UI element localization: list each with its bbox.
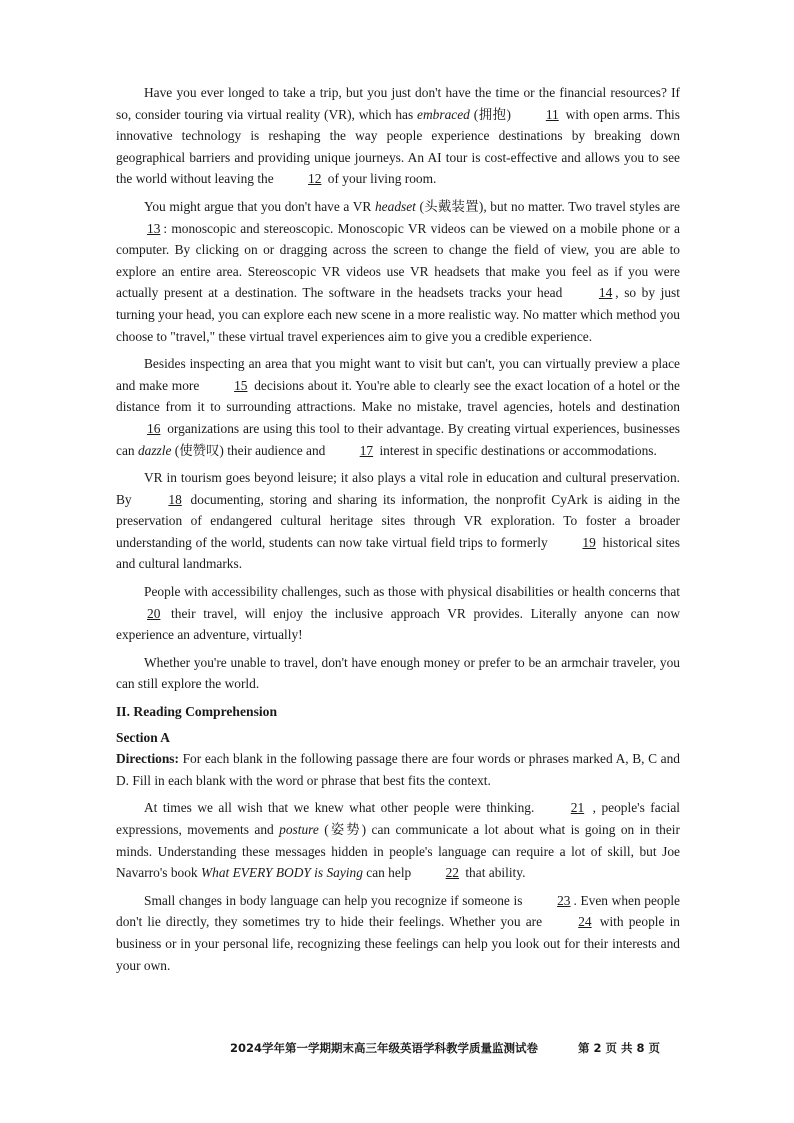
blank-22[interactable]: 22 [445,865,459,881]
text: (姿势) can communicate a lot about what is going on in their minds. Understanding these messages hidden in people's language can require a lot of skill, but Joe Navarro's book [116,822,680,881]
text: People with accessibility challenges, such as those with physical disabilities or health concerns that [144,584,680,600]
text: Small changes in body language can help you recognize if someone is [144,892,527,908]
text: Have you ever longed to take a trip, but you just don't have the time or the financial resources? If so, consider touring via virtual reality (VR), which has [116,85,680,122]
blank-18[interactable]: 18 [168,491,182,507]
directions [116,748,680,791]
text: (头戴装置), but no matter. Two travel styles are [415,198,680,214]
passage1-paragraph-6 [116,652,680,695]
text: You might argue that you don't have a VR [144,198,375,214]
passage1-paragraph-3 [116,353,680,461]
blank-12[interactable]: 12 [308,171,322,187]
passage1-paragraph-4 [116,467,680,575]
blank-15[interactable]: 15 [234,377,248,393]
text: of your living room. [324,171,437,187]
blank-14[interactable]: 14 [598,285,613,301]
passage1-paragraph-2 [116,196,680,347]
text: can help [362,865,415,881]
text: Besides inspecting an area that you might want to visit but can't, you can virtually preview a place and make more [116,356,680,393]
blank-23[interactable]: 23 [557,892,571,908]
text: , so by just turning your head, you can explore each new scene in a more realistic way. No matter which method you choose to "travel," these virtual travel experiences aim to give you a credible experience. [116,285,680,344]
text: their travel, will enjoy the inclusive approach VR provides. Literally anyone can now experience an adventure, virtually! [116,605,680,643]
directions-label: Directions: [116,751,179,767]
blank-20[interactable]: 20 [147,605,161,621]
text: decisions about it. You're able to clearly see the exact location of a hotel or the distance from it to surrounding attractions. Make no mistake, travel agencies, hotels and destination [116,377,681,415]
italic-term: headset [374,198,416,214]
text: documenting, storing and sharing its information, the nonprofit CyArk is aiding in the preservation of endangered cultural heritage sites through VR exploration. To foster a broader understanding of the world, students can now take virtual field trips to formerly [116,491,680,550]
blank-17[interactable]: 17 [359,442,374,458]
blank-24[interactable]: 24 [578,914,592,930]
text: At times we all wish that we knew what other people were thinking. [144,800,540,816]
directions-text: For each blank in the following passage there are four words or phrases marked A, B, C and D. Fill in each blank with the word or phrase that best fits the context. [116,751,680,788]
footer-title: 2024学年第一学期期末高三年级英语学科教学质量监测试卷 [230,1041,539,1055]
text: VR in tourism goes beyond leisure; it also plays a vital role in education and cultural preservation. By [116,470,680,507]
italic-term: posture [279,822,319,837]
text: with people in business or in your personal life, recognizing these feelings can help you look out for their interests and your own. [116,914,681,973]
passage2-paragraph-2 [116,890,680,976]
blank-21[interactable]: 21 [570,800,585,816]
book-title: What EVERY BODY is Saying [200,865,363,881]
passage1-paragraph-1 [116,82,680,190]
blank-19[interactable]: 19 [582,534,596,550]
passage2-paragraph-1 [116,797,680,883]
text: Whether you're unable to travel, don't have enough money or prefer to be an armchair traveler, you can still explore the world. [116,654,680,692]
blank-11[interactable]: 11 [545,106,559,122]
italic-term: embraced [417,106,470,122]
passage1-paragraph-5 [116,581,680,646]
text: , people's facial expressions, movements and [116,800,680,837]
page-number: 第 2 页 共 8 页 [578,1041,661,1055]
text: (拥抱) [469,106,515,122]
text: (使赞叹) their audience and [171,442,329,458]
section-subheading: Section A [116,729,170,745]
section-heading: II. Reading Comprehension [116,704,278,720]
text: with open arms. This innovative technology is reshaping the way people experience destinations by breaking down geographical barriers and providing unique journeys. An AI tour is cost-effective and allows you to see the world without leaving the [116,106,680,187]
page-content [116,82,680,982]
text: interest in specific destinations or accommodations. [376,442,657,458]
text: : monoscopic and stereoscopic. Monoscopic VR videos can be viewed on a mobile phone or a computer. By clicking on or dragging across the screen to change the field of view, you are able to explore an entire area. Stereoscopic VR videos use VR headsets that make you feel as if you were actually present at a destination. The software in the headsets tracks your head [116,220,680,301]
text: that ability. [461,865,526,881]
italic-term: dazzle [137,442,172,458]
blank-16[interactable]: 16 [147,420,161,436]
blank-13[interactable]: 13 [147,220,161,236]
text: . Even when people don't lie directly, they sometimes try to hide their feelings. Whether you are [116,892,680,930]
page-footer [230,1038,680,1060]
text: organizations are using this tool to their advantage. By creating virtual experiences, businesses can [116,420,680,458]
text: historical sites and cultural landmarks. [116,534,680,572]
